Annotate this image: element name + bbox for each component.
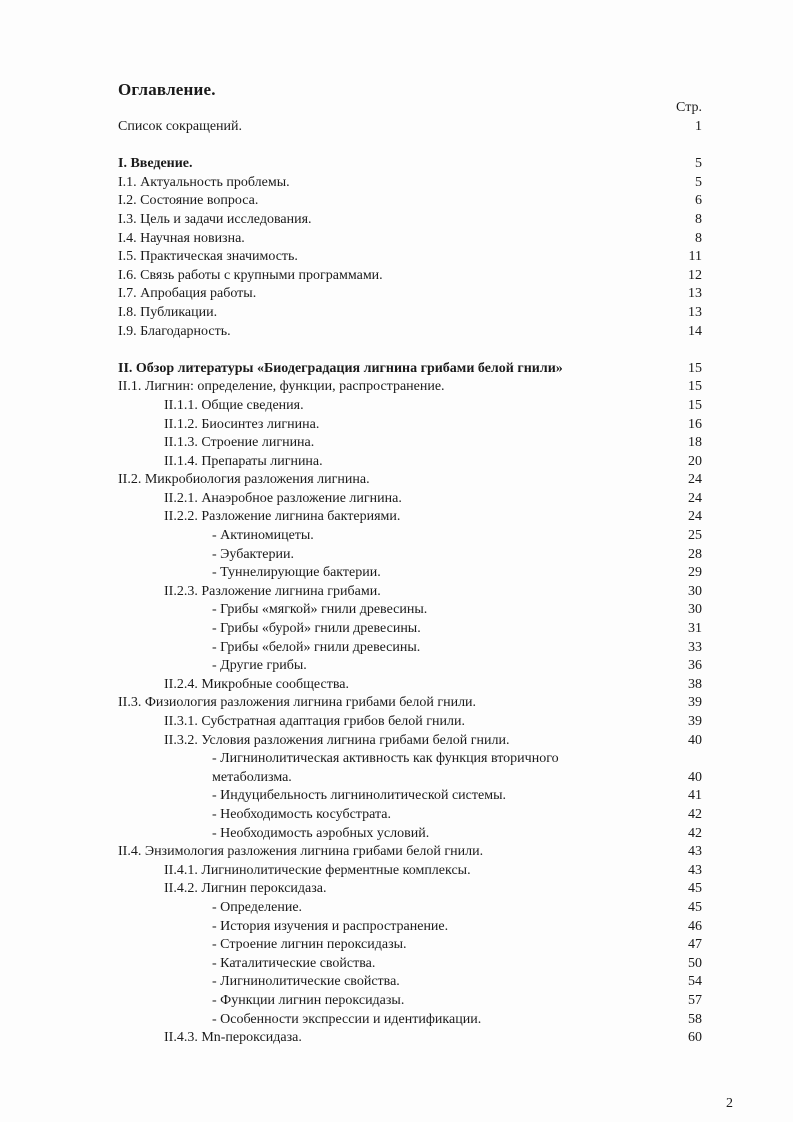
toc-entry-page: 8 (695, 211, 702, 227)
toc-entry (118, 843, 702, 862)
toc-entry-text: II.4.2. Лигнин пероксидаза. (164, 881, 327, 897)
toc-entry-page: 18 (688, 435, 702, 451)
toc-entry-text: - Актиномицеты. (212, 528, 314, 544)
toc-entry (118, 248, 702, 267)
toc-entry (118, 192, 702, 211)
toc-spacer (118, 137, 702, 156)
toc-entry (118, 453, 702, 472)
toc-entry-text: I.5. Практическая значимость. (118, 249, 298, 265)
toc-entry-text: II.3.1. Субстратная адаптация грибов белой гнили. (164, 714, 465, 729)
toc-entry-page: 13 (688, 286, 702, 302)
page-column-header: Стр. (676, 100, 702, 115)
toc-entry-text: - Эубактерии. (212, 546, 294, 562)
toc-entry-page: 40 (688, 732, 702, 748)
toc-entry-page: 45 (688, 881, 702, 897)
toc-entry-page: 36 (688, 658, 702, 674)
toc-entry (118, 955, 702, 974)
toc-entry-page: 39 (688, 695, 702, 711)
toc-entry-page: 24 (688, 490, 702, 506)
toc-entry-page: 11 (688, 249, 702, 265)
toc-entry-text: I.7. Апробация работы. (118, 286, 257, 302)
toc-entry-page: 41 (688, 788, 702, 804)
toc-entry-text: - История изучения и распространение. (212, 918, 449, 934)
toc-entry (118, 732, 702, 751)
toc-entry (118, 267, 702, 286)
toc-entry-text: - Строение лигнин пероксидазы. (212, 937, 407, 953)
toc-entry-text: I.1. Актуальность проблемы. (118, 174, 290, 190)
toc-entry-page: 39 (688, 714, 702, 729)
toc-entry (118, 936, 702, 955)
toc-entry-text: II.1. Лигнин: определение, функции, распространение. (118, 379, 445, 395)
toc-entry (118, 323, 702, 342)
toc-entry-text: - Определение. (212, 899, 303, 915)
toc-entry-text: I.2. Состояние вопроса. (118, 193, 259, 209)
toc-entry-text: - Каталитические свойства. (212, 955, 376, 971)
toc-entry-text: II.4. Энзимология разложения лигнина грибами белой гнили. (118, 844, 484, 860)
toc-entry (118, 769, 702, 788)
toc-entry-text: II.1.4. Препараты лигнина. (164, 453, 323, 469)
toc-entry-text: - Другие грибы. (212, 658, 307, 674)
toc-entry (118, 490, 702, 509)
toc-entry (118, 527, 702, 546)
toc-entry-text: II.1.1. Общие сведения. (164, 397, 304, 413)
page-number: 2 (726, 1096, 733, 1111)
toc-entry (118, 378, 702, 397)
table-of-contents (118, 118, 702, 1048)
toc-entry-text: метаболизма. (212, 769, 292, 785)
toc-entry (118, 750, 702, 769)
toc-entry-page: 14 (688, 323, 702, 339)
toc-entry (118, 174, 702, 193)
toc-entry-page: 38 (688, 676, 702, 692)
toc-entry (118, 508, 702, 527)
toc-entry-page: 29 (688, 565, 702, 581)
toc-entry (118, 1029, 702, 1048)
toc-entry (118, 806, 702, 825)
toc-entry (118, 118, 702, 137)
toc-entry-text: II.4.3. Mn-пероксидаза. (164, 1030, 302, 1046)
toc-entry-page: 42 (688, 825, 702, 841)
toc-entry-page: 6 (695, 193, 702, 209)
toc-entry (118, 639, 702, 658)
toc-entry (118, 694, 702, 713)
toc-entry (118, 285, 702, 304)
toc-entry-text: II.2.4. Микробные сообщества. (164, 676, 349, 692)
toc-entry (118, 676, 702, 695)
toc-entry (118, 471, 702, 490)
toc-entry-text: II.2.1. Анаэробное разложение лигнина. (164, 490, 402, 506)
page-title: Оглавление. (118, 80, 216, 99)
toc-entry-page: 20 (688, 453, 702, 469)
toc-entry (118, 973, 702, 992)
toc-entry-page: 33 (688, 639, 702, 655)
toc-entry-page: 54 (688, 974, 702, 990)
toc-entry-page: 60 (688, 1030, 702, 1046)
toc-entry-text: - Функции лигнин пероксидазы. (212, 992, 405, 1008)
toc-entry-page: 58 (688, 1011, 702, 1027)
toc-entry-text: - Туннелирующие бактерии. (212, 565, 381, 581)
toc-entry-page: 42 (688, 806, 702, 822)
toc-entry-text: - Грибы «мягкой» гнили древесины. (212, 602, 428, 618)
toc-entry (118, 397, 702, 416)
toc-entry-page: 16 (688, 416, 702, 432)
toc-entry (118, 230, 702, 249)
toc-entry-text: Список сокращений. (118, 119, 243, 134)
toc-entry-text: I.4. Научная новизна. (118, 230, 245, 246)
toc-entry-text: II.2.2. Разложение лигнина бактериями. (164, 509, 401, 525)
toc-entry-page: 47 (688, 937, 702, 953)
toc-entry (118, 564, 702, 583)
toc-entry-text: - Необходимость аэробных условий. (212, 825, 430, 841)
toc-entry (118, 583, 702, 602)
toc-entry (118, 657, 702, 676)
toc-entry-page: 46 (688, 918, 702, 934)
toc-entry-page: 25 (688, 528, 702, 544)
toc-entry-text: II.1.3. Строение лигнина. (164, 435, 315, 451)
toc-spacer (118, 341, 702, 360)
toc-entry-page: 43 (688, 844, 702, 860)
toc-entry-page: 5 (695, 174, 702, 190)
toc-entry (118, 620, 702, 639)
toc-entry-page: 15 (688, 379, 702, 395)
toc-entry (118, 360, 702, 379)
toc-entry (118, 899, 702, 918)
toc-entry (118, 787, 702, 806)
toc-entry (118, 825, 702, 844)
toc-entry-text: I. Введение. (118, 156, 193, 172)
toc-entry (118, 304, 702, 323)
toc-entry-text: II.3.2. Условия разложения лигнина грибами белой гнили. (164, 732, 510, 748)
toc-entry-page: 12 (688, 267, 702, 283)
toc-entry-text: - Лигнинолитическая активность как функция вторичного (212, 751, 559, 767)
toc-entry-text: - Необходимость косубстрата. (212, 806, 391, 822)
toc-entry-page: 8 (695, 230, 702, 246)
toc-entry-text: - Лигнинолитические свойства. (212, 974, 400, 990)
toc-entry-text: - Индуцибельность лигнинолитической системы. (212, 788, 506, 804)
toc-entry-page: 28 (688, 546, 702, 562)
toc-entry (118, 601, 702, 620)
toc-entry-page: 30 (688, 602, 702, 618)
toc-entry-text: II. Обзор литературы «Биодеградация лигнина грибами белой гнили» (118, 360, 563, 376)
toc-entry-text: I.6. Связь работы с крупными программами. (118, 267, 383, 283)
toc-entry-page: 40 (688, 769, 702, 785)
toc-entry-page: 24 (688, 472, 702, 488)
toc-entry-page: 43 (688, 862, 702, 878)
toc-entry-page: 57 (688, 992, 702, 1008)
toc-entry-page: 15 (688, 397, 702, 413)
toc-entry-text: II.2. Микробиология разложения лигнина. (118, 472, 370, 488)
toc-entry-text: II.3. Физиология разложения лигнина грибами белой гнили. (118, 695, 477, 711)
toc-entry-text: - Грибы «белой» гнили древесины. (212, 639, 421, 655)
toc-entry (118, 918, 702, 937)
toc-entry-page: 45 (688, 899, 702, 915)
toc-entry-page: 5 (695, 156, 702, 172)
toc-entry-page: 30 (688, 583, 702, 599)
toc-entry-page: 24 (688, 509, 702, 525)
toc-entry-page: 50 (688, 955, 702, 971)
toc-entry (118, 1011, 702, 1030)
toc-entry (118, 155, 702, 174)
toc-entry (118, 992, 702, 1011)
toc-entry-page: 13 (688, 304, 702, 320)
toc-entry (118, 546, 702, 565)
toc-entry (118, 211, 702, 230)
toc-entry-text: II.4.1. Лигнинолитические ферментные комплексы. (164, 862, 471, 878)
toc-entry (118, 434, 702, 453)
toc-entry-text: II.1.2. Биосинтез лигнина. (164, 416, 320, 432)
toc-entry-page: 15 (688, 360, 702, 376)
toc-entry (118, 862, 702, 881)
toc-entry-text: - Особенности экспрессии и идентификации. (212, 1011, 482, 1027)
toc-entry-page: 1 (695, 119, 702, 134)
toc-entry (118, 416, 702, 435)
toc-entry-text: I.8. Публикации. (118, 304, 218, 320)
toc-entry-text: I.9. Благодарность. (118, 323, 231, 339)
toc-entry-text: II.2.3. Разложение лигнина грибами. (164, 583, 381, 599)
toc-entry (118, 713, 702, 732)
toc-entry-text: - Грибы «бурой» гнили древесины. (212, 621, 421, 637)
toc-entry-text: I.3. Цель и задачи исследования. (118, 211, 312, 227)
toc-entry-page: 31 (688, 621, 702, 637)
toc-entry (118, 880, 702, 899)
